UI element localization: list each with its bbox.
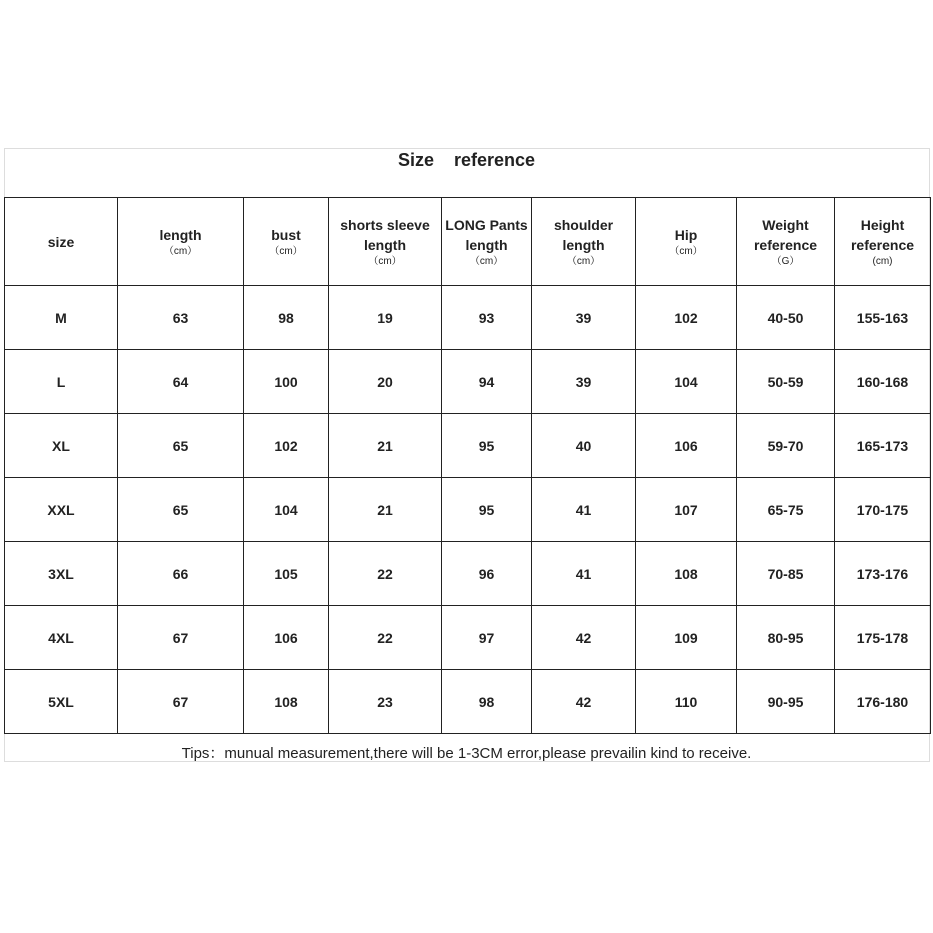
table-cell: 67 [118, 606, 244, 670]
table-row [5, 350, 931, 414]
header-unit: （cm） [669, 245, 703, 257]
table-cell: 108 [636, 542, 737, 606]
table-cell: 93 [442, 286, 532, 350]
header-unit: （cm） [368, 255, 402, 267]
header-unit: （cm） [469, 255, 504, 267]
table-cell: 23 [329, 670, 442, 734]
table-cell: 70-85 [737, 542, 835, 606]
table-cell: 98 [244, 286, 329, 350]
table-cell: 65 [118, 478, 244, 542]
table-cell: 42 [532, 606, 636, 670]
header-unit: （G） [771, 255, 800, 267]
table-cell: 67 [118, 670, 244, 734]
table-cell: 105 [244, 542, 329, 606]
header-unit: （cm） [269, 245, 303, 257]
table-cell: 65 [118, 414, 244, 478]
table-cell: 155-163 [835, 286, 931, 350]
table-cell: L [5, 350, 118, 414]
header-cell [442, 198, 532, 286]
table-cell: 39 [532, 286, 636, 350]
table-cell: 19 [329, 286, 442, 350]
table-cell: 176-180 [835, 670, 931, 734]
table-cell: 175-178 [835, 606, 931, 670]
table-cell: 96 [442, 542, 532, 606]
table-cell: 22 [329, 542, 442, 606]
table-cell: 5XL [5, 670, 118, 734]
header-row [5, 198, 931, 286]
header-label: bust [271, 226, 301, 243]
table-cell: 40-50 [737, 286, 835, 350]
table-cell: 65-75 [737, 478, 835, 542]
header-cell [5, 198, 118, 286]
page-title: Size reference [397, 150, 536, 170]
table-cell: 106 [244, 606, 329, 670]
table-cell: 95 [442, 414, 532, 478]
table-cell: 95 [442, 478, 532, 542]
header-label: LONG Pants length [445, 216, 528, 253]
header-cell [737, 198, 835, 286]
header-label: shorts sleeve length [340, 216, 430, 253]
header-label: shoulder length [553, 216, 614, 253]
header-cell [636, 198, 737, 286]
table-cell: 42 [532, 670, 636, 734]
table-cell: 165-173 [835, 414, 931, 478]
table-cell: 50-59 [737, 350, 835, 414]
table-row [5, 286, 931, 350]
table-cell: 21 [329, 478, 442, 542]
table-cell: XL [5, 414, 118, 478]
table-cell: 102 [244, 414, 329, 478]
header-cell [329, 198, 442, 286]
table-cell: 104 [244, 478, 329, 542]
table-cell: 22 [329, 606, 442, 670]
header-unit: （cm） [566, 255, 601, 267]
table-cell: 104 [636, 350, 737, 414]
table-cell: 108 [244, 670, 329, 734]
table-cell: 39 [532, 350, 636, 414]
table-cell: 160-168 [835, 350, 931, 414]
table-cell: 107 [636, 478, 737, 542]
table-row [5, 606, 931, 670]
table-cell: 40 [532, 414, 636, 478]
header-cell [532, 198, 636, 286]
table-cell: 97 [442, 606, 532, 670]
table-cell: 170-175 [835, 478, 931, 542]
table-cell: 173-176 [835, 542, 931, 606]
table-cell: M [5, 286, 118, 350]
header-unit: （cm） [163, 245, 198, 257]
header-label: length [159, 226, 202, 243]
table-cell: 100 [244, 350, 329, 414]
table-cell: 109 [636, 606, 737, 670]
header-cell [244, 198, 329, 286]
header-label: size [47, 233, 75, 250]
table-cell: 63 [118, 286, 244, 350]
table-cell: 4XL [5, 606, 118, 670]
header-label: Weight reference [753, 216, 818, 253]
header-unit: (cm) [872, 255, 893, 267]
table-cell: 110 [636, 670, 737, 734]
table-cell: 102 [636, 286, 737, 350]
table-row [5, 414, 931, 478]
table-cell: 80-95 [737, 606, 835, 670]
table-cell: 106 [636, 414, 737, 478]
header-label: Height reference [850, 216, 915, 253]
table-cell: 41 [532, 542, 636, 606]
header-label: Hip [674, 226, 698, 243]
header-cell [835, 198, 931, 286]
table-cell: 20 [329, 350, 442, 414]
table-row [5, 478, 931, 542]
table-cell: 66 [118, 542, 244, 606]
table-cell: XXL [5, 478, 118, 542]
table-cell: 90-95 [737, 670, 835, 734]
tips-note: Tips：munual measurement,there will be 1-3CM error,please prevailin kind to receive. [181, 745, 752, 762]
table-cell: 64 [118, 350, 244, 414]
size-table [4, 197, 931, 734]
table-row [5, 542, 931, 606]
table-cell: 41 [532, 478, 636, 542]
table-cell: 21 [329, 414, 442, 478]
table-cell: 3XL [5, 542, 118, 606]
header-cell [118, 198, 244, 286]
table-row [5, 670, 931, 734]
table-cell: 94 [442, 350, 532, 414]
table-cell: 98 [442, 670, 532, 734]
table-cell: 59-70 [737, 414, 835, 478]
